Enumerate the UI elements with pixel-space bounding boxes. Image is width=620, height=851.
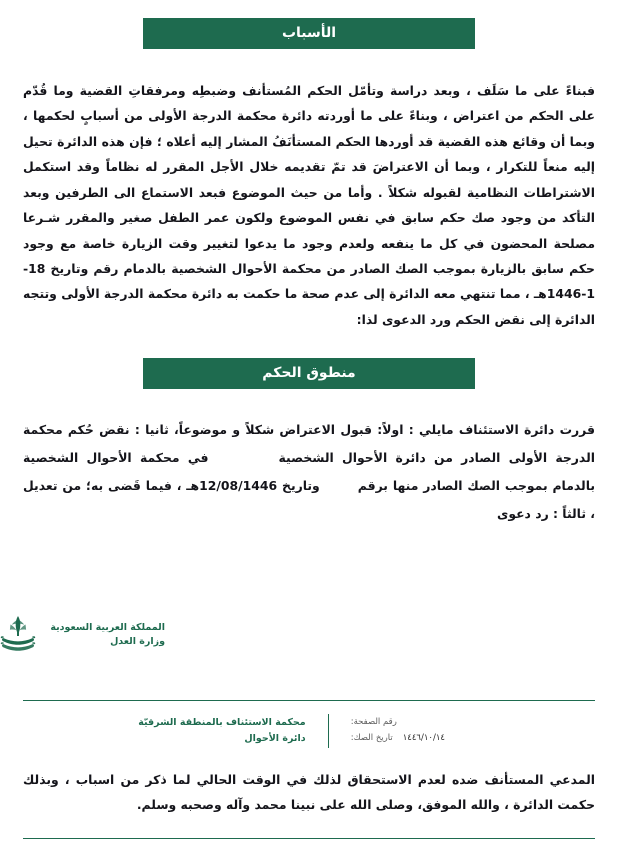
footer-vertical-divider (329, 714, 330, 748)
reasons-body-text: فبناءً على ما سَلَف ، وبعد دراسة وتأمّل الحكم المُستأنف وضبطِه ومرفقاتِ القضية وما قُدّم على الحكم من اعتراض ، وبناءً على ما أوردته دائرة محكمة الدرجة الأولى من أسبابٍ لحكمها ، وبما أن وقائع هذه القضية قد أوردها الحكم المستأنَفُ المشار إليه أعلاه ؛ فإن هذه الدائرة تحيل إليه منعاً للتكرار ، وبما أن الاعتراضَ قد تمّ تقديمه خلال الأجل المقرر له نظاماً وقد استكمل الاشتراطات النظامية لقبوله شكلاً . وأما من حيث الموضوع فبعد الاستماع الى الطرفين وبعد التأكد من وجود صك حكم سابق في نفس الموضوع ولكون عمر الطفل صغير والمقرر شـرعا مصلحة المحضون في كل ما ينفعه ولعدم وجود ما يدعوا لتغيير وقت الزيارة خاصة مع وجود حكم سابق بالزيارة بموجب الصك الصادر من محكمة الأحوال الشخصية بالدمام رقم وتاريخ 18-1-1446هـ ، مما تنتهي معه الدائرة إلى عدم صحة ما حكمت به دائرة محكمة الدرجة الأولى وتتجه الدائرة إلى نقض الحكم ورد الدعوى لذا: (24, 83, 596, 327)
document-date-label: تاريخ الصك: (351, 733, 394, 743)
page-number-row (352, 715, 446, 731)
ruling-body-part1: قررت دائرة الاستئناف مايلي : اولاً: قبول الاعتراض شكلاً و موضوعاً، ثانيا : نقض حُكم محكمة الدرجة الأولى الصادر من دائرة الأحوال الشخصية (24, 422, 596, 465)
page-number-label: رقم الصفحة: (351, 717, 398, 728)
document-date-value: ١٤٤٦/١٠/١٤ (403, 733, 446, 743)
country-name: المملكة العربية السعودية (51, 621, 166, 633)
document-meta (352, 715, 446, 746)
ministry-identity-block (24, 612, 596, 658)
ministry-name: وزارة العدل (111, 636, 166, 647)
footer-divider-bottom (24, 838, 596, 839)
section-heading-reasons: الأسباب (144, 18, 476, 49)
court-name: محكمة الاستئناف بالمنطقة الشرقيّة (139, 716, 307, 728)
ministry-name-lines (51, 621, 166, 650)
footer-meta-block (24, 708, 596, 754)
court-circuit: دائرة الأحوال (245, 733, 307, 744)
ruling-body-part3: وتاريخ 12/08/1446هـ ، فيما قَضى به؛ من تعديل ، ثالثاً : رد دعوى (24, 477, 596, 521)
section-heading-ruling: منطوق الحكم (144, 358, 476, 389)
court-identity (139, 715, 306, 747)
closing-paragraph: المدعي المستأنف ضده لعدم الاستحقاق لذلك في الوقت الحالي لما ذكر من اسباب ، وبذلك حكمت الدائرة ، والله الموفق، وصلى الله على نبينا محمد وآله وصحبه وسلم. (24, 772, 596, 812)
footer-divider-top (24, 700, 596, 701)
saudi-emblem-palm-swords-icon (0, 612, 41, 658)
ruling-body-part2: في محكمة الأحوال الشخصية بالدمام بموجب الصك الصادر منها برقم (24, 449, 597, 493)
ruling-body-text (24, 416, 596, 528)
document-date-row (352, 731, 446, 747)
